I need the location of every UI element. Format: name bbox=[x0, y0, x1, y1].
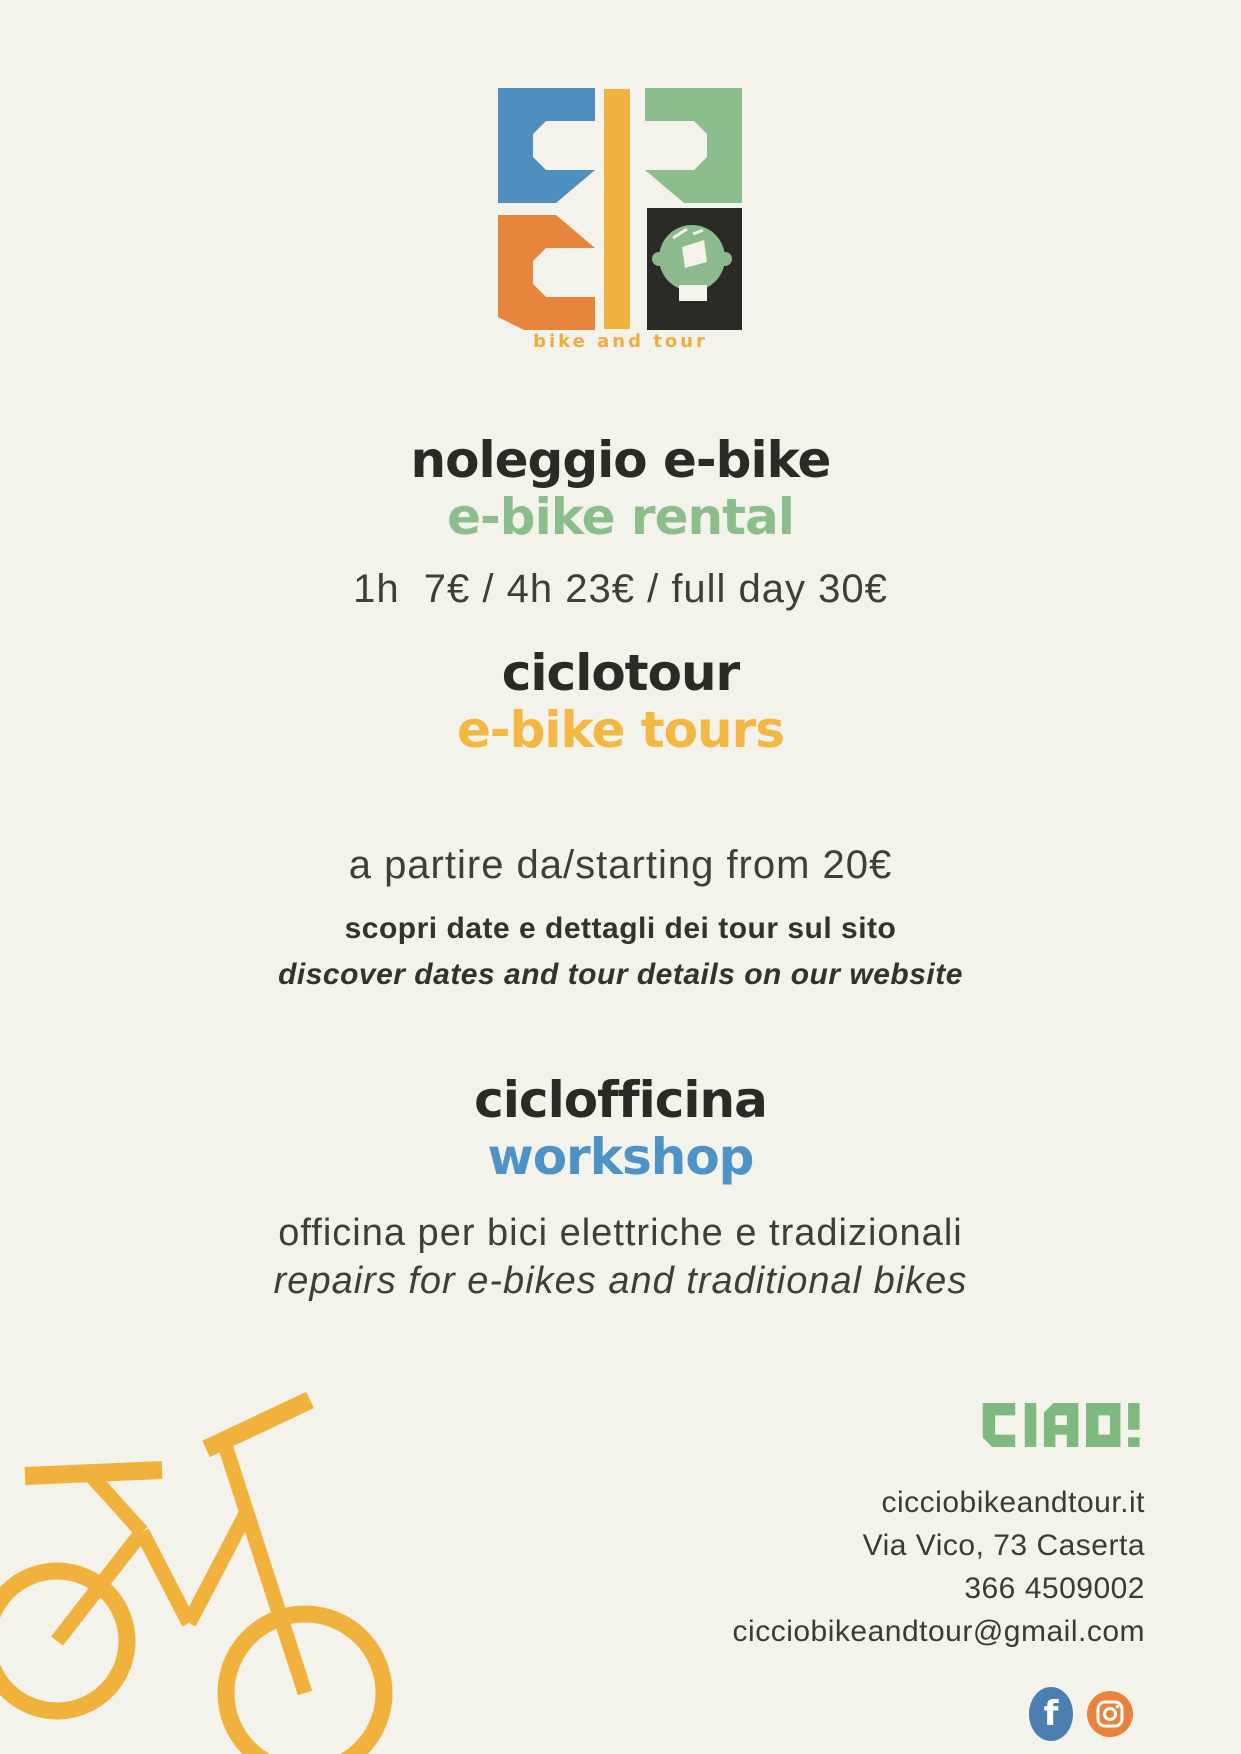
tours-title-it: ciclotour bbox=[501, 644, 740, 702]
bike-down-tube bbox=[189, 1510, 248, 1623]
logo-letter-green bbox=[645, 88, 742, 203]
ciao-letter-a bbox=[1044, 1403, 1078, 1447]
website-url: cicciobikeandtour.it bbox=[881, 1486, 1145, 1519]
logo-letter-orange bbox=[498, 215, 595, 330]
rental-title-it: noleggio e-bike bbox=[410, 431, 831, 489]
ciao-exclamation bbox=[1128, 1403, 1139, 1447]
ciao-letter-i bbox=[1025, 1403, 1036, 1447]
workshop-title-it: ciclofficina bbox=[474, 1071, 767, 1129]
rental-price-line: 1h 7€ / 4h 23€ / full day 30€ bbox=[353, 567, 888, 611]
street-address: Via Vico, 73 Caserta bbox=[862, 1529, 1145, 1562]
workshop-section-title bbox=[0, 1072, 1241, 1186]
ciao-greeting bbox=[981, 1403, 1147, 1447]
contact-block bbox=[733, 1481, 1145, 1653]
facebook-icon bbox=[1029, 1687, 1073, 1741]
tours-section-title bbox=[0, 645, 1241, 759]
tours-note-en: discover dates and tour details on our website bbox=[278, 958, 963, 991]
logo-letter-blue bbox=[498, 88, 595, 203]
bike-handlebar bbox=[206, 1400, 310, 1449]
workshop-desc-en: repairs for e-bikes and traditional bikes bbox=[273, 1260, 968, 1302]
email-address: cicciobikeandtour@gmail.com bbox=[732, 1615, 1145, 1648]
bike-seat-tube bbox=[142, 1532, 189, 1623]
ciao-letter-o bbox=[1086, 1403, 1120, 1447]
instagram-icon bbox=[1087, 1691, 1133, 1737]
rental-section-title bbox=[0, 432, 1241, 546]
ciao-letter-c bbox=[983, 1403, 1016, 1447]
facebook-glyph: f bbox=[1043, 1694, 1059, 1734]
logo-tagline: bike and tour bbox=[533, 331, 708, 352]
camera-outline-icon bbox=[1096, 1700, 1124, 1728]
bike-illustration bbox=[0, 1380, 430, 1754]
workshop-title-en: workshop bbox=[487, 1128, 754, 1186]
tours-title-en: e-bike tours bbox=[456, 701, 785, 759]
rental-title-en: e-bike rental bbox=[447, 488, 794, 546]
tours-price-line: a partire da/starting from 20€ bbox=[348, 843, 893, 887]
phone-number: 366 4509002 bbox=[964, 1572, 1145, 1605]
workshop-desc-it: officina per bici elettriche e tradizionali bbox=[278, 1212, 963, 1254]
logo-bar-yellow bbox=[604, 89, 630, 329]
social-icons bbox=[1029, 1687, 1139, 1743]
brand-logo bbox=[496, 85, 746, 335]
tours-note-it: scopri date e dettagli dei tour sul sito bbox=[344, 912, 897, 945]
